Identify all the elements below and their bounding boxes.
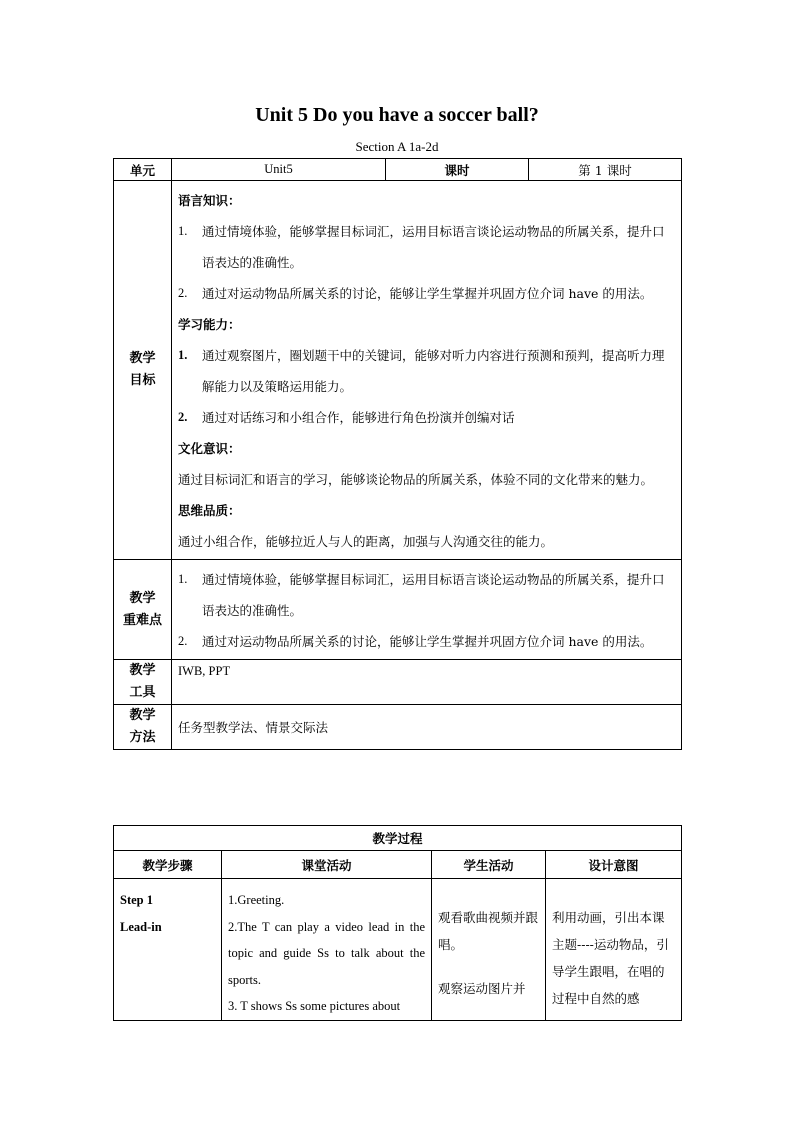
unit-label: 单元 — [114, 159, 172, 181]
period-label: 课时 — [386, 159, 529, 181]
column-header-activity: 课堂活动 — [222, 851, 432, 879]
learning-ability-heading: 学习能力： — [178, 317, 241, 332]
objectives-row — [114, 181, 682, 560]
step-1-row — [114, 879, 682, 1021]
document-subtitle: Section A 1a-2d — [355, 139, 439, 154]
item-text: 通过对话练习和小组合作，能够进行角色扮演并创编对话 — [202, 410, 515, 425]
item-number: 1. — [178, 224, 188, 238]
thinking-quality-text: 通过小组合作，能够拉近人与人的距离，加强与人沟通交往的能力。 — [178, 534, 554, 549]
process-table — [113, 825, 682, 1021]
activity-line: 1.Greeting. — [228, 893, 285, 907]
objectives-content — [172, 181, 682, 560]
objectives-label — [114, 181, 172, 560]
key-points-label-line1: 教学 — [129, 590, 156, 606]
process-title: 教学过程 — [114, 826, 682, 851]
key-point-item — [178, 564, 675, 626]
tools-label-line1: 教学 — [129, 663, 156, 678]
lesson-plan-table — [113, 158, 682, 750]
item-number: 2. — [178, 410, 188, 424]
thinking-quality-heading: 思维品质： — [178, 503, 241, 518]
tools-value: IWB, PPT — [172, 660, 682, 705]
step-number: Step 1 — [120, 893, 153, 907]
column-header-student: 学生活动 — [432, 851, 546, 879]
document-title: Unit 5 Do you have a soccer ball? — [255, 104, 539, 126]
design-intent-text: 利用动画，引出本课主题----运动物品，引导学生跟唱，在唱的过程中自然的感 — [552, 910, 669, 1006]
column-header-intent: 设计意图 — [546, 851, 682, 879]
tools-row — [114, 660, 682, 705]
item-text: 通过观察图片，圈划题干中的关键词，能够对听力内容进行预测和预判，提高听力理解能力以及策略运用能力。 — [202, 348, 665, 394]
methods-label-line1: 教学 — [129, 708, 156, 723]
methods-label-line2: 方法 — [129, 730, 156, 745]
tools-label — [114, 660, 172, 705]
process-title-row — [114, 826, 682, 851]
methods-row — [114, 705, 682, 750]
key-points-label — [114, 560, 172, 660]
item-number: 1. — [178, 348, 188, 362]
key-point-item — [178, 626, 675, 657]
cultural-awareness-text: 通过目标词汇和语言的学习，能够谈论物品的所属关系，体验不同的文化带来的魅力。 — [178, 472, 654, 487]
item-text: 通过情境体验，能够掌握目标词汇，运用目标语言谈论运动物品的所属关系，提升口语表达的准确性。 — [202, 224, 665, 270]
student-activity-text: 观看歌曲视频并跟唱。 — [438, 910, 539, 952]
learning-ability-item — [178, 402, 675, 433]
methods-label — [114, 705, 172, 750]
activity-line: 3. T shows Ss some pictures about — [228, 999, 401, 1013]
key-points-row — [114, 560, 682, 660]
step-1-student-activity — [432, 879, 546, 1021]
student-activity-text: 观察运动图片并 — [438, 981, 526, 996]
activity-line: 2.The T can play a video lead in the topic and guide Ss to talk about the sports. — [228, 919, 425, 987]
objectives-label-line2: 目标 — [129, 373, 156, 388]
step-name: Lead-in — [120, 920, 162, 934]
item-number: 2. — [178, 286, 188, 300]
process-header-row — [114, 851, 682, 879]
step-1-cell — [114, 879, 222, 1021]
methods-value: 任务型教学法、情景交际法 — [172, 705, 682, 750]
step-1-activity — [222, 879, 432, 1021]
item-text: 通过对运动物品所属关系的讨论，能够让学生掌握并巩固方位介词 have 的用法。 — [202, 286, 653, 301]
item-number: 2. — [178, 634, 188, 648]
item-text: 通过情境体验，能够掌握目标词汇，运用目标语言谈论运动物品的所属关系，提升口语表达的准确性。 — [202, 572, 665, 618]
language-knowledge-item — [178, 278, 675, 309]
learning-ability-item — [178, 340, 675, 402]
header-row — [114, 159, 682, 181]
step-1-design-intent — [546, 879, 682, 1021]
language-knowledge-item — [178, 216, 675, 278]
item-text: 通过对运动物品所属关系的讨论，能够让学生掌握并巩固方位介词 have 的用法。 — [202, 634, 653, 649]
cultural-awareness-heading: 文化意识： — [178, 441, 241, 456]
unit-value: Unit5 — [172, 159, 386, 181]
key-points-content — [172, 560, 682, 660]
period-value: 第 1 课时 — [529, 159, 682, 181]
objectives-label-line1: 教学 — [129, 351, 156, 366]
item-number: 1. — [178, 572, 188, 586]
language-knowledge-heading: 语言知识： — [178, 193, 241, 208]
column-header-step: 教学步骤 — [114, 851, 222, 879]
tools-label-line2: 工具 — [129, 685, 156, 700]
key-points-label-line2: 重难点 — [122, 612, 162, 628]
